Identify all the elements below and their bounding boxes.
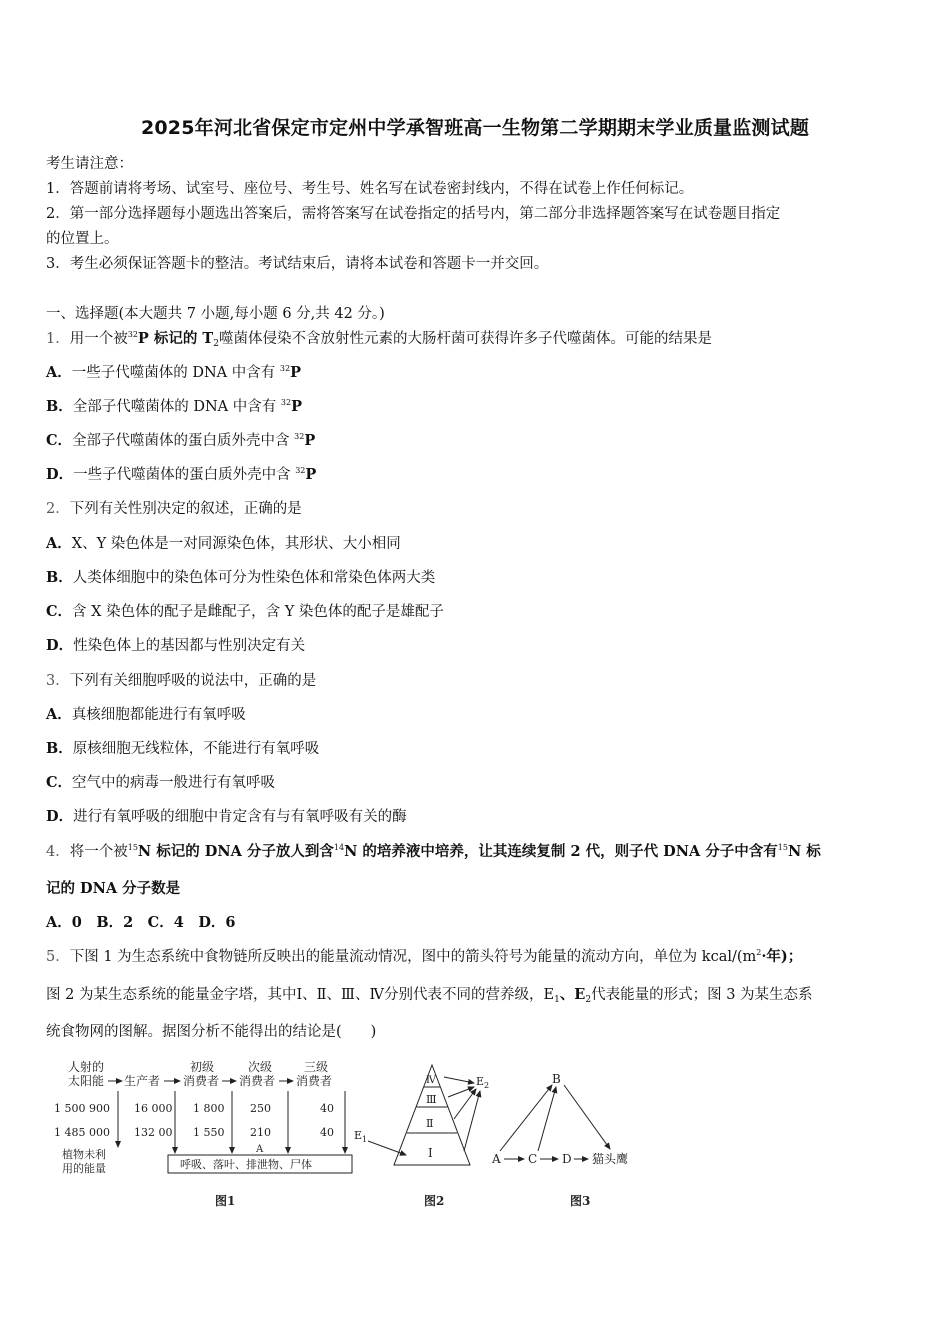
notice-item-2: 2．第一部分选择题每小题选出答案后，需将答案写在试卷指定的括号内，第二部分非选择题答案写在试卷题目指定 xyxy=(46,206,781,222)
svg-text:呼吸、落叶、排泄物、尸体: 呼吸、落叶、排泄物、尸体 xyxy=(180,1158,312,1171)
question-number: 1． xyxy=(46,331,70,347)
svg-text:植物未利: 植物未利 xyxy=(62,1148,106,1161)
page-title: 2025年河北省保定市定州中学承智班高一生物第二学期期末学业质量监测试题 xyxy=(140,117,810,139)
question-2-stem: 2．下列有关性别决定的叙述，正确的是 xyxy=(46,501,302,517)
question-5-stem-line3: 统食物网的图解。据图分析不能得出的结论是( ) xyxy=(46,1024,377,1040)
notice-item-1: 1．答题前请将考场、试室号、座位号、考生号、姓名写在试卷密封线内，不得在试卷上作任何标记。 xyxy=(46,181,694,197)
figure-1 xyxy=(54,1059,352,1208)
node-b: B xyxy=(552,1072,561,1086)
option-c[interactable]: C．含 X 染色体的配子是雌配子，含 Y 染色体的配子是雄配子 xyxy=(46,603,444,620)
svg-text:210: 210 xyxy=(250,1126,271,1139)
svg-text:1 500 900: 1 500 900 xyxy=(54,1102,110,1115)
svg-text:消费者: 消费者 xyxy=(183,1074,220,1088)
option-a[interactable]: A．X、Y 染色体是一对同源染色体，其形状、大小相同 xyxy=(46,535,401,552)
option-d[interactable]: D．进行有氧呼吸的细胞中肯定含有与有氧呼吸有关的酶 xyxy=(46,808,407,825)
svg-text:250: 250 xyxy=(250,1102,271,1115)
svg-text:三级: 三级 xyxy=(304,1060,329,1074)
option-b[interactable]: B．原核细胞无线粒体，不能进行有氧呼吸 xyxy=(46,740,320,757)
node-owl: 猫头鹰 xyxy=(592,1152,629,1166)
section-heading: 一、选择题(本大题共 7 小题,每小题 6 分,共 42 分。) xyxy=(46,306,385,322)
svg-text:生产者: 生产者 xyxy=(124,1074,161,1088)
node-d: D xyxy=(562,1152,572,1166)
svg-text:Ⅱ: Ⅱ xyxy=(426,1117,434,1130)
notice-item-2-cont: 的位置上。 xyxy=(46,231,119,247)
svg-text:初级: 初级 xyxy=(190,1060,215,1074)
svg-text:E1: $E_1$ xyxy=(354,1129,368,1144)
question-4-options[interactable]: A．0 B．2 C．4 D．6 xyxy=(46,914,236,931)
svg-text:16 000: 16 000 xyxy=(134,1102,173,1115)
question-5-figures xyxy=(50,1055,650,1215)
figure-2-caption: 图2 xyxy=(424,1194,445,1208)
option-c[interactable]: C．全部子代噬菌体的蛋白质外壳中含 $^{32}$P xyxy=(46,432,316,449)
svg-text:Ⅲ: Ⅲ xyxy=(426,1093,437,1106)
option-c[interactable]: C．空气中的病毒一般进行有氧呼吸 xyxy=(46,774,276,791)
svg-text:用的能量: 用的能量 xyxy=(62,1162,106,1175)
svg-text:40: 40 xyxy=(320,1102,334,1115)
svg-text:人射的: 人射的 xyxy=(68,1060,105,1074)
svg-text:消费者: 消费者 xyxy=(239,1074,276,1088)
svg-text:消费者: 消费者 xyxy=(296,1074,333,1088)
figure-2 xyxy=(354,1065,489,1208)
node-c: C xyxy=(528,1152,538,1166)
question-4-stem-cont: 记的 DNA 分子数是 xyxy=(46,880,181,897)
option-b[interactable]: B．全部子代噬菌体的 DNA 中含有 $^{32}$P xyxy=(46,398,302,415)
question-1-stem: 1．用一个被$^{32}$P 标记的 $T_2$噬菌体侵染不含放射性元素的大肠杆菌可获得许多子代噬菌体。可能的结果是 xyxy=(46,330,712,349)
svg-text:132 00: 132 00 xyxy=(134,1126,173,1139)
svg-text:次级: 次级 xyxy=(248,1060,273,1074)
notice-heading: 考生请注意： xyxy=(46,156,133,172)
option-b[interactable]: B．人类体细胞中的染色体可分为性染色体和常染色体两大类 xyxy=(46,569,436,586)
question-4-stem: 4．将一个被$^{15}$N 标记的 DNA 分子放人到含$^{14}$N 的培养液中培养，让其连续复制 2 代，则子代 DNA 分子中含有$^{15}$N 标 xyxy=(46,843,821,860)
svg-text:E2: $E_2$ xyxy=(476,1075,490,1090)
option-a[interactable]: A．一些子代噬菌体的 DNA 中含有 $^{32}$P xyxy=(46,364,301,381)
option-a[interactable]: A．真核细胞都能进行有氧呼吸 xyxy=(46,706,246,723)
question-5-stem-line2: 图 2 为某生态系统的能量金字塔，其中Ⅰ、Ⅱ、Ⅲ、Ⅳ分别代表不同的营养级，$E_1$、$E_2$代表能量的形式；图 3 为某生态系 xyxy=(46,986,813,1005)
svg-text:Ⅳ: Ⅳ xyxy=(426,1075,436,1086)
option-d[interactable]: D．性染色体上的基因都与性别决定有关 xyxy=(46,637,306,654)
figure-3 xyxy=(491,1072,628,1208)
svg-text:1 485 000: 1 485 000 xyxy=(54,1126,110,1139)
svg-text:A: A xyxy=(256,1144,264,1155)
svg-text:太阳能: 太阳能 xyxy=(68,1074,105,1088)
svg-text:1 800: 1 800 xyxy=(193,1102,225,1115)
svg-text:Ⅰ: Ⅰ xyxy=(428,1146,433,1160)
option-d[interactable]: D．一些子代噬菌体的蛋白质外壳中含 $^{32}$P xyxy=(46,466,317,483)
figure-1-caption: 图1 xyxy=(215,1194,236,1208)
question-5-stem: 5．下图 1 为生态系统中食物链所反映出的能量流动情况，图中的箭头符号为能量的流动方向，单位为 kcal/($m^2\cdot$年)； xyxy=(46,948,803,965)
figure-3-caption: 图3 xyxy=(570,1194,591,1208)
svg-text:40: 40 xyxy=(320,1126,334,1139)
question-3-stem: 3．下列有关细胞呼吸的说法中，正确的是 xyxy=(46,673,317,689)
figures-svg xyxy=(50,1055,650,1215)
node-a: A xyxy=(492,1152,501,1166)
notice-item-3: 3．考生必须保证答题卡的整洁。考试结束后，请将本试卷和答题卡一并交回。 xyxy=(46,256,549,272)
svg-text:1 550: 1 550 xyxy=(193,1126,225,1139)
